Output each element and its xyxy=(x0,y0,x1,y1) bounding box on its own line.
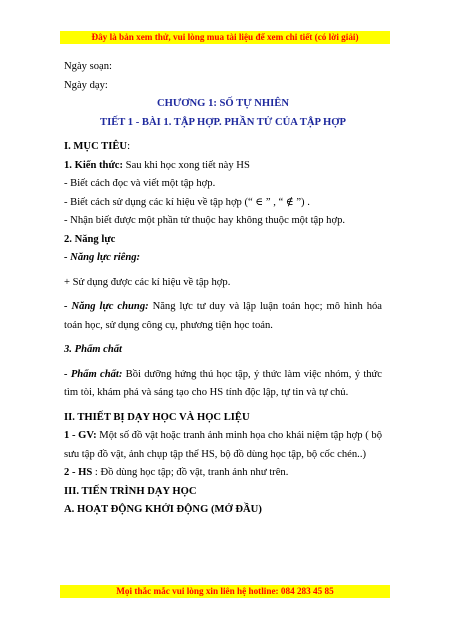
objectives-colon: : xyxy=(127,141,131,152)
section-objectives-heading xyxy=(64,138,382,157)
quality-text: Bồi dưỡng hứng thú học tập, ý thức làm việc nhóm, ý thức tìm tòi, khám phá và sáng tạo cho HS tính độc lập, tự tin và tự chủ. xyxy=(64,368,382,398)
student-label: 2 - HS xyxy=(64,467,93,478)
competency-heading: 2. Năng lực xyxy=(64,233,116,245)
teacher-label: 1 - GV: xyxy=(64,430,97,441)
ngay-soan: Ngày soạn: xyxy=(64,61,112,72)
knowledge-bullet: - Nhận biết được một phần tử thuộc hay không thuộc một tập hợp. xyxy=(64,215,346,226)
general-competency-text: Năng lực tư duy và lập luận toán học; mô hình hóa toán học, sử dụng công cụ, phương tiện học toán. xyxy=(64,301,382,331)
chapter-title: CHƯƠNG 1: SỐ TỰ NHIÊN xyxy=(156,98,290,109)
general-competency-label: - Năng lực chung: xyxy=(64,301,149,312)
section-process-heading: III. TIẾN TRÌNH DẠY HỌC xyxy=(64,485,197,497)
student-text: : Đồ dùng học tập; đồ vật, tranh ảnh như trên. xyxy=(92,467,289,478)
student-equipment xyxy=(64,464,382,483)
quality-paragraph xyxy=(64,366,382,403)
specific-competency-label: - Năng lực riêng: xyxy=(64,252,141,263)
teacher-equipment xyxy=(64,427,382,464)
knowledge-bullet: - Biết cách đọc và viết một tập hợp. xyxy=(64,178,216,189)
knowledge-text: Sau khi học xong tiết này HS xyxy=(123,159,250,171)
lesson-content xyxy=(64,58,382,520)
hotline-banner: Mọi thắc mắc vui lòng xin liên hệ hotline: 084 283 45 85 xyxy=(60,585,390,598)
objectives-heading-text: I. MỤC TIÊU xyxy=(64,141,128,152)
warmup-activity-heading: A. HOẠT ĐỘNG KHỞI ĐỘNG (MỞ ĐẦU) xyxy=(64,504,262,515)
general-competency xyxy=(64,298,382,335)
knowledge-label: 1. Kiến thức: xyxy=(64,159,124,171)
section-equipment-heading: II. THIẾT BỊ DẠY HỌC VÀ HỌC LIỆU xyxy=(64,411,250,423)
quality-label: - Phẩm chất: xyxy=(64,368,123,380)
ngay-day: Ngày dạy: xyxy=(64,79,108,91)
specific-competency-item: + Sử dụng được các kí hiệu về tập hợp. xyxy=(64,276,231,288)
knowledge-line xyxy=(64,157,382,176)
knowledge-bullet: - Biết cách sử dụng các kí hiệu về tập hợp (“ ∈ ” , “ ∉ ”) . xyxy=(64,196,310,208)
teacher-text: Một số đồ vật hoặc tranh ảnh minh họa cho khái niệm tập hợp ( bộ sưu tập đồ vật, ảnh chụp tập thể HS, bộ đồ dùng học tập, bộ cốc chén..) xyxy=(64,430,382,460)
quality-heading: 3. Phẩm chất xyxy=(64,344,122,355)
preview-banner: Đây là bản xem thử, vui lòng mua tài liệu để xem chi tiết (có lời giải) xyxy=(60,31,390,44)
lesson-title: TIẾT 1 - BÀI 1. TẬP HỢP. PHẦN TỬ CỦA TẬP HỢP xyxy=(100,116,346,128)
